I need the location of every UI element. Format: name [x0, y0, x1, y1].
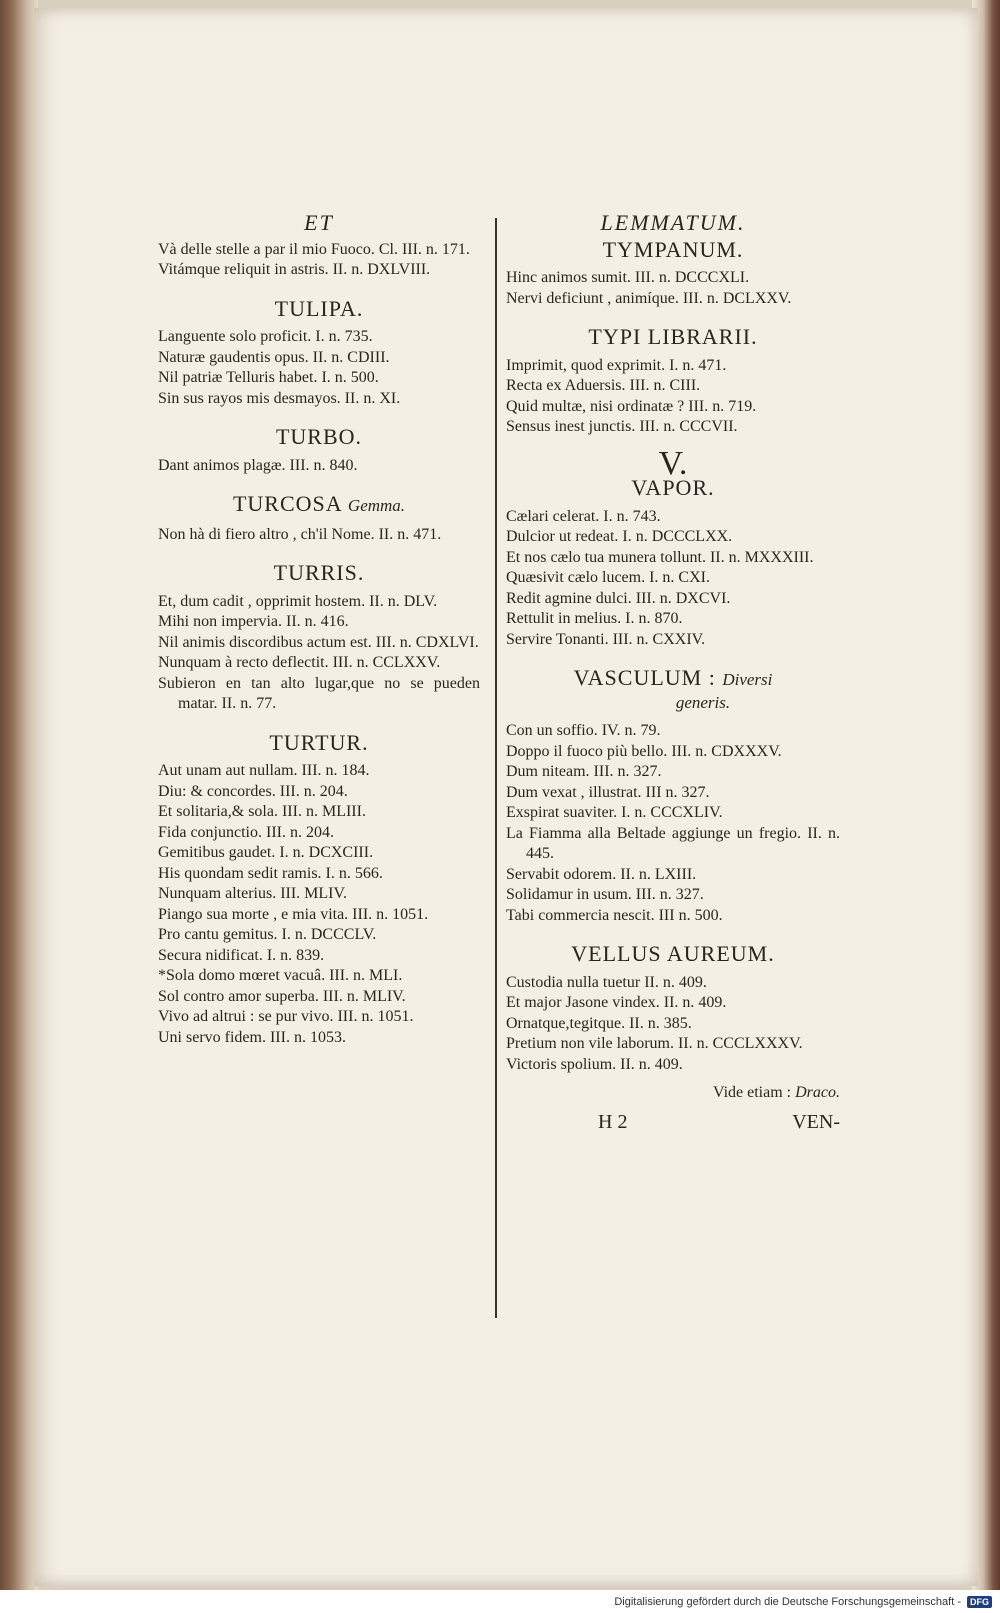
running-header-left: ET — [304, 210, 334, 235]
list-item: Solidamur in usum. III. n. 327. — [506, 886, 704, 903]
list-item: Ornatque,tegitque. II. n. 385. — [506, 1014, 692, 1032]
list-item: Dulcior ut redeat. I. n. DCCCLXX. — [506, 528, 733, 545]
digitization-footer — [0, 1590, 1000, 1613]
page-footer-row — [506, 1112, 840, 1142]
list-item: His quondam sedit ramis. I. n. 566. — [158, 864, 383, 882]
list-item: Tabi commercia nescit. III n. 500. — [506, 906, 723, 924]
section-title-tympanum: TYMPANUM. — [602, 236, 744, 262]
list-item: Pretium non vile laborum. II. n. CCCLXXXV. — [506, 1035, 803, 1052]
letter-heading: V. — [658, 444, 688, 482]
list-item: Sol contro amor superba. III. n. MLIV. — [158, 987, 406, 1005]
list-item: Servire Tonanti. III. n. CXXIV. — [506, 630, 706, 648]
book-page — [34, 8, 978, 1586]
list-item: Non hà di fiero altro , ch'il Nome. II. n. 471. — [158, 525, 442, 543]
section-subtitle: generis. — [675, 692, 731, 712]
section-title-tulipa: TULIPA. — [274, 295, 364, 321]
list-item: Con un soffio. IV. n. 79. — [506, 722, 661, 739]
signature-mark: H 2 — [598, 1110, 628, 1133]
list-item: Exspirat suaviter. I. n. CCCXLIV. — [506, 804, 723, 821]
list-item: La Fiamma alla Beltade aggiunge un fregio. II. n. 445. — [506, 824, 840, 862]
list-item: Aut unam aut nullam. III. n. 184. — [158, 762, 370, 779]
list-item: Nil patriæ Telluris habet. I. n. 500. — [158, 369, 379, 386]
list-item: Et solitaria,& sola. III. n. MLIII. — [158, 803, 366, 820]
list-item: Sensus inest junctis. III. n. CCCVII. — [506, 418, 738, 435]
column-divider — [495, 218, 497, 1318]
list-item: Nil animis discordibus actum est. III. n. CDXLVI. — [158, 633, 479, 651]
list-item: Quæsivit cælo lucem. I. n. CXI. — [506, 569, 710, 586]
section-title-vasculum: VASCULUM : Diversi — [573, 665, 773, 690]
list-item: Vitámque reliquit in astris. II. n. DXLVIII. — [158, 261, 431, 278]
list-item: Uni servo fidem. III. n. 1053. — [158, 1028, 346, 1046]
list-item: Et nos cælo tua munera tollunt. II. n. MXXXIII. — [506, 548, 814, 566]
list-item: Redit agmine dulci. III. n. DXCVI. — [506, 589, 731, 607]
list-item: Victoris spolium. II. n. 409. — [506, 1055, 683, 1073]
section-title-vellus-aureum: VELLUS AUREUM. — [571, 941, 775, 966]
list-item: Hinc animos sumit. III. n. DCCCXLI. — [506, 269, 750, 286]
list-item: Dant animos plagæ. III. n. 840. — [158, 456, 358, 474]
list-item: Nunquam alterius. III. MLIV. — [158, 885, 347, 902]
list-item: Recta ex Aduersis. III. n. CIII. — [506, 377, 701, 394]
list-item: Diu: & concordes. III. n. 204. — [158, 782, 348, 800]
list-item: Rettulit in melius. I. n. 870. — [506, 610, 683, 627]
list-item: Custodia nulla tuetur II. n. 409. — [506, 973, 707, 991]
running-header-right: LEMMATUM. — [600, 210, 746, 235]
catchword: VEN- — [792, 1110, 840, 1133]
list-item: Nunquam à recto deflectit. III. n. CCLXXV. — [158, 654, 441, 671]
list-item: Languente solo proficit. I. n. 735. — [158, 328, 373, 345]
section-title-turbo: TURBO. — [275, 424, 363, 449]
section-title-vapor: VAPOR. — [631, 475, 715, 500]
list-item: Cælari celerat. I. n. 743. — [506, 507, 661, 525]
list-item: Quid multæ, nisi ordinatæ ? III. n. 719. — [506, 397, 757, 415]
list-item: Và delle stelle a par il mio Fuoco. Cl. III. n. 171. — [158, 240, 470, 258]
list-item: Gemitibus gaudet. I. n. DCXCIII. — [158, 844, 374, 861]
list-item: Nervi deficiunt , animíque. III. n. DCLXXV. — [506, 289, 792, 307]
list-item: Naturæ gaudentis opus. II. n. CDIII. — [158, 348, 390, 366]
list-item: Pro cantu gemitus. I. n. DCCCLV. — [158, 926, 377, 943]
list-item: Doppo il fuoco più bello. III. n. CDXXXV. — [506, 742, 782, 760]
section-title-turtur: TURTUR. — [269, 729, 369, 755]
list-item: Sin sus rayos mis desmayos. II. n. XI. — [158, 389, 401, 407]
section-title-turris: TURRIS. — [273, 560, 365, 585]
list-item: *Sola domo mœret vacuâ. III. n. MLI. — [158, 967, 403, 984]
book-edge-left — [0, 0, 38, 1590]
dfg-logo-icon: DFG — [967, 1596, 992, 1608]
digitization-text: Digitalisierung gefördert durch die Deutsche Forschungsgemeinschaft - — [614, 1595, 961, 1608]
list-item: Subieron en tan alto lugar,que no se pueden matar. II. n. 77. — [158, 674, 480, 712]
list-item: Et major Jasone vindex. II. n. 409. — [506, 994, 727, 1011]
list-item: Secura nidificat. I. n. 839. — [158, 946, 325, 964]
section-title-typi-librarii: TYPI LIBRARII. — [588, 324, 758, 349]
left-column — [158, 210, 480, 1048]
list-item: Vivo ad altrui : se pur vivo. III. n. 1051. — [158, 1008, 414, 1025]
right-column — [506, 210, 840, 1142]
list-item: Fida conjunctio. III. n. 204. — [158, 823, 334, 841]
cross-reference: Vide etiam : Draco. — [712, 1084, 840, 1101]
list-item: Dum niteam. III. n. 327. — [506, 763, 662, 780]
section-title-turcosa: TURCOSA Gemma. — [232, 491, 406, 516]
list-item: Piango sua morte , e mia vita. III. n. 1051. — [158, 905, 429, 923]
list-item: Et, dum cadit , opprimit hostem. II. n. DLV. — [158, 592, 438, 610]
list-item: Servabit odorem. II. n. LXIII. — [506, 865, 697, 883]
list-item: Dum vexat , illustrat. III n. 327. — [506, 783, 710, 801]
list-item: Mihi non impervia. II. n. 416. — [158, 613, 349, 630]
list-item: Imprimit, quod exprimit. I. n. 471. — [506, 356, 727, 374]
